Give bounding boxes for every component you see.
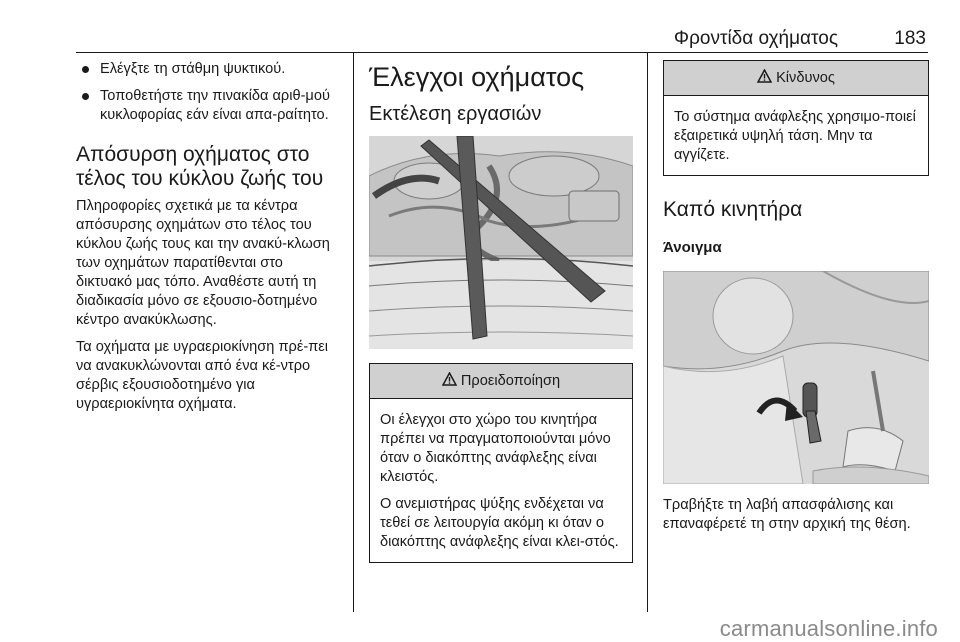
danger-box (663, 60, 929, 176)
watermark: carmanualsonline.info (719, 616, 938, 641)
danger-heading: Κίνδυνος (776, 70, 835, 86)
column-left (76, 60, 342, 422)
subsection-title: Εκτέλεση εργασιών (369, 103, 542, 125)
running-title: Φροντίδα οχήματος (673, 28, 838, 49)
paragraph: Πληροφορίες σχετικά με τα κέντρα απόσυρσης οχημάτων στο τέλος του κύκλου ζωής τους και την ανακύ-κλωση των οχημάτων παρατίθενται στο δικτυακό μας τόπο. Αναθέστε αυτή τη διαδικασία μόνο σε εξουσιο-δοτημένο κέντρο ανακύκλωσης. (76, 198, 330, 328)
chapter-title: Έλεγχοι οχήματος (369, 62, 585, 92)
subheading: Άνοιγμα (663, 239, 722, 256)
list-item: Ελέγξτε τη στάθμη ψυκτικού. (76, 60, 342, 79)
figure-caption: Τραβήξτε τη λαβή απασφάλισης και επαναφέρετέ τη στην αρχική της θέση. (663, 497, 911, 532)
warning-triangle-icon (442, 372, 457, 390)
hood-release-illustration (663, 271, 929, 484)
section-title: Καπό κινητήρα (663, 198, 803, 221)
column-middle (369, 60, 633, 563)
column-divider (647, 52, 648, 612)
warning-text: Οι έλεγχοι στο χώρο του κινητήρα πρέπει να πραγματοποιούνται μόνο όταν ο διακόπτης ανάφλεξης είναι κλειστός. (380, 412, 611, 485)
page-number: 183 (894, 28, 926, 49)
section-title: Απόσυρση οχήματος στο τέλος του κύκλου ζωής του (76, 143, 324, 190)
warning-box-body (370, 399, 632, 562)
engine-bay-illustration (369, 136, 633, 349)
danger-box-header (664, 61, 928, 96)
warning-box (369, 363, 633, 563)
column-divider (353, 52, 354, 612)
warning-triangle-icon (757, 69, 772, 87)
column-right (663, 60, 929, 534)
danger-text: Το σύστημα ανάφλεξης χρησιμο-ποιεί εξαιρετικά υψηλή τάση. Μην τα αγγίζετε. (674, 109, 916, 163)
danger-box-body (664, 96, 928, 175)
warning-text: Ο ανεμιστήρας ψύξης ενδέχεται να τεθεί σε λειτουργία ακόμη κι όταν ο διακόπτης ανάφλεξης είναι κλει-στός. (380, 496, 619, 550)
page-header (76, 28, 928, 50)
bullet-list (76, 60, 342, 125)
warning-box-header (370, 364, 632, 399)
list-item: Τοποθετήστε την πινακίδα αριθ-μού κυκλοφορίας εάν είναι απα-ραίτητο. (76, 87, 342, 125)
warning-heading: Προειδοποίηση (460, 373, 561, 389)
paragraph: Τα οχήματα με υγραεριοκίνηση πρέ-πει να ανακυκλώνονται από ένα κέ-ντρο σέρβις εξουσιοδοτημένο για υγραεριοκίνητα οχήματα. (76, 339, 329, 412)
header-rule (76, 52, 928, 53)
